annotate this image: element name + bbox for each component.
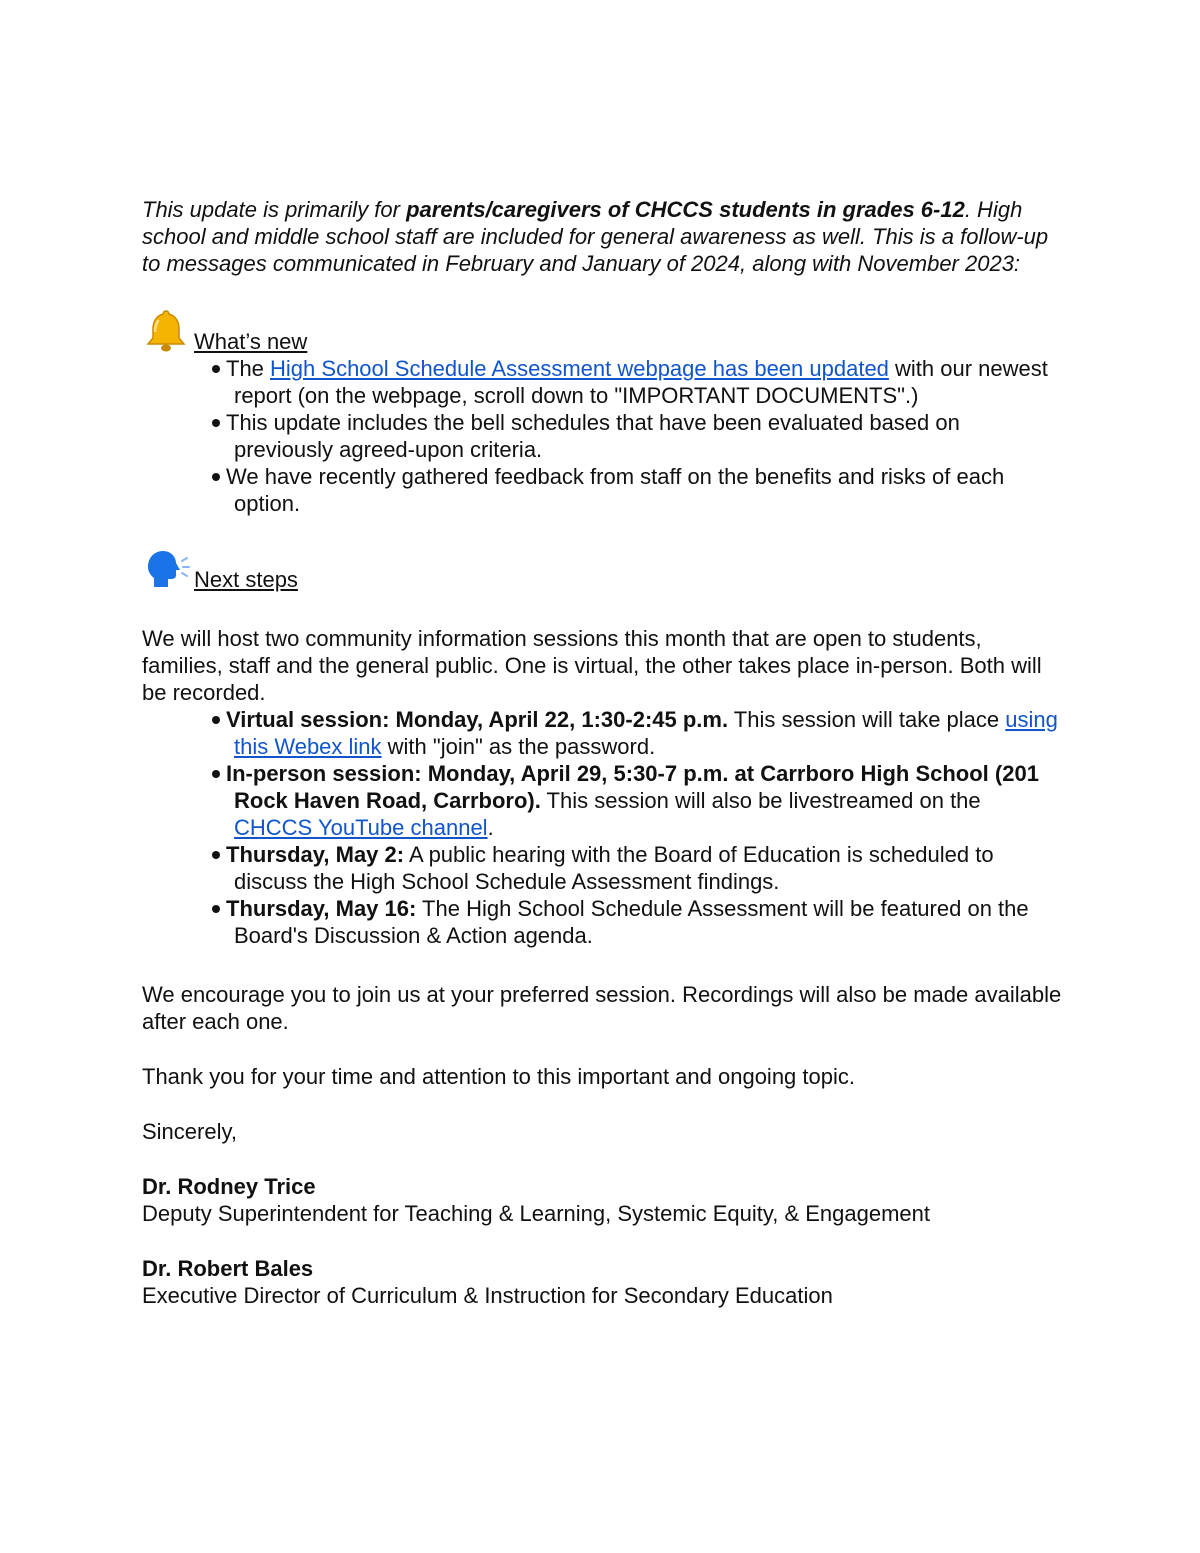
youtube-channel-link[interactable]: CHCCS YouTube channel [234,815,488,840]
whats-new-list [142,355,1062,517]
signature-name: Dr. Robert Bales [142,1256,314,1281]
sincerely: Sincerely, [142,1119,237,1144]
signature-title: Executive Director of Curriculum & Instruction for Secondary Education [142,1283,833,1308]
list-item: The High School Schedule Assessment webpage has been updated with our newest report (on the webpage, scroll down to "IMPORTANT DOCUMENTS".) [142,355,1062,409]
whats-new-heading [142,307,1062,355]
list-item: Virtual session: Monday, April 22, 1:30-2:45 p.m. This session will take place using this Webex link with "join" as the password. [142,706,1062,760]
list-item: This update includes the bell schedules that have been evaluated based on previously agreed-upon criteria. [142,409,1062,463]
list-item: Thursday, May 2: A public hearing with the Board of Education is scheduled to discuss the High School Schedule Assessment findings. [142,841,1062,895]
thanks-paragraph: Thank you for your time and attention to this important and ongoing topic. [142,1064,855,1089]
schedule-assessment-link[interactable]: High School Schedule Assessment webpage has been updated [270,356,889,381]
next-steps-heading [142,545,1062,593]
next-steps-list [142,706,1062,949]
speaking-head-icon [142,545,190,593]
whats-new-label: What’s new [194,329,308,354]
audience-bold: parents/caregivers of CHCCS students in grades 6-12 [406,197,965,222]
sessions-intro: We will host two community information sessions this month that are open to students, families, staff and the general public. One is virtual, the other takes place in-person. Both will be recorded. [142,626,1042,705]
intro-paragraph: This update is primarily for parents/caregivers of CHCCS students in grades 6-12. High school and middle school staff are included for general awareness as well. This is a follow-up to messages communicated in February and January of 2024, along with November 2023: [142,197,1049,276]
signature-title: Deputy Superintendent for Teaching & Learning, Systemic Equity, & Engagement [142,1201,930,1226]
encourage-paragraph: We encourage you to join us at your preferred session. Recordings will also be made available after each one. [142,982,1062,1034]
list-item: Thursday, May 16: The High School Schedule Assessment will be featured on the Board's Discussion & Action agenda. [142,895,1062,949]
signature-name: Dr. Rodney Trice [142,1174,316,1199]
next-steps-label: Next steps [194,567,298,592]
list-item: We have recently gathered feedback from staff on the benefits and risks of each option. [142,463,1062,517]
letter-body [142,196,1062,1309]
webex-link[interactable]: using this Webex link [234,707,1058,759]
list-item: In-person session: Monday, April 29, 5:30-7 p.m. at Carrboro High School (201 Rock Haven Road, Carrboro). This session will also be livestreamed on the CHCCS YouTube channel. [142,760,1062,841]
bell-icon [142,307,190,355]
